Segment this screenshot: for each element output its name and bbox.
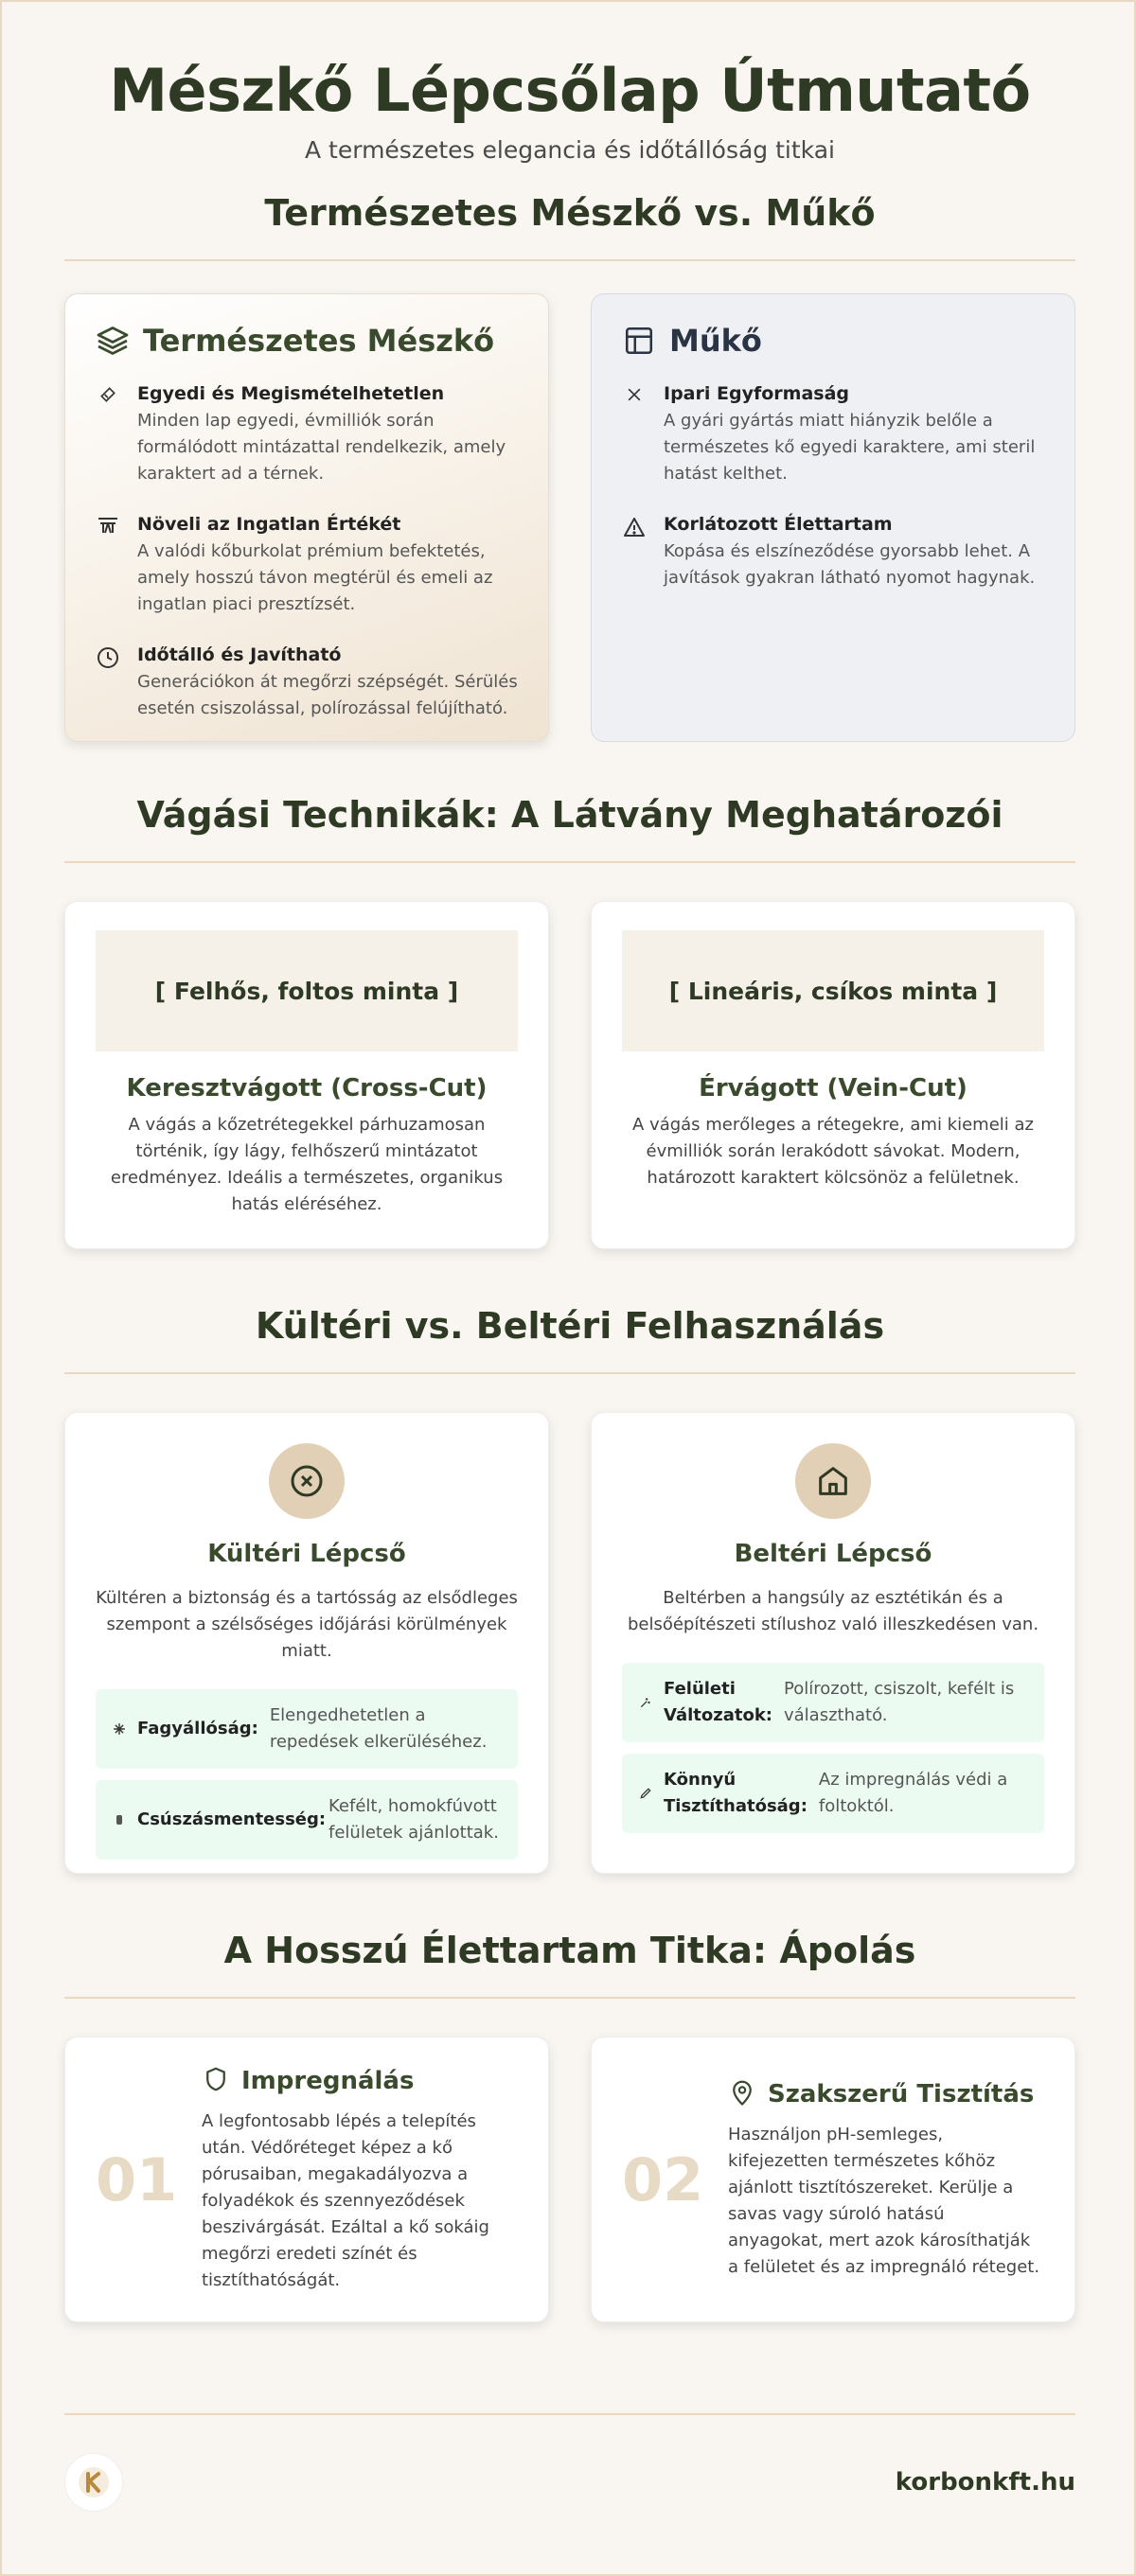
step-number: 02 xyxy=(622,2144,704,2214)
feature-title: Időtálló és Javítható xyxy=(137,644,342,665)
care-title: A Hosszú Élettartam Titka: Ápolás xyxy=(64,1929,1075,1999)
property-chip xyxy=(96,1780,518,1860)
cross-cut-card xyxy=(64,901,549,1249)
gem-icon xyxy=(96,383,120,487)
pencil-icon xyxy=(639,1787,652,1800)
feature-item xyxy=(622,383,1044,487)
care-item-title: Impregnálás xyxy=(241,2067,415,2095)
cutting-title: Vágási Technikák: A Látvány Meghatározói xyxy=(64,793,1075,863)
artificial-stone-title: Műkő xyxy=(669,323,762,359)
care-item-text: Használjon pH-semleges, kifejezetten természetes kőhöz ajánlott tisztítószereket. Kerülje a savas vagy súroló hatású anyagokat, mert azok károsíthatják a felületet és az impregnáló réteget. xyxy=(728,2125,1040,2277)
feature-item xyxy=(96,383,518,487)
clock-icon xyxy=(96,644,120,722)
page-title: Mészkő Lépcsőlap Útmutató xyxy=(109,56,1031,125)
feature-title: Ipari Egyformaság xyxy=(664,383,849,404)
shield-icon xyxy=(202,2065,230,2097)
feature-title: Egyedi és Megismételhetetlen xyxy=(137,383,445,404)
feature-item xyxy=(622,514,1044,591)
cutting-section xyxy=(64,793,1075,1249)
feature-item xyxy=(96,644,518,722)
property-value: Elengedhetetlen a repedések elkerüléséhez. xyxy=(269,1705,488,1752)
cut-title: Keresztvágott (Cross-Cut) xyxy=(126,1074,488,1103)
feature-item xyxy=(96,514,518,618)
company-logo[interactable] xyxy=(64,2453,123,2512)
landmark-icon xyxy=(96,514,120,618)
sparkle-icon xyxy=(639,1696,652,1709)
property-value: Polírozott, csiszolt, kefélt is választható. xyxy=(784,1679,1015,1725)
usage-title: Kültéri vs. Beltéri Felhasználás xyxy=(64,1304,1075,1374)
outdoor-title: Kültéri Lépcső xyxy=(207,1540,406,1568)
feature-text: Minden lap egyedi, évmilliók során formálódott mintázattal rendelkezik, amely karaktert ad a térnek. xyxy=(137,411,506,484)
feature-text: Generációkon át megőrzi szépségét. Sérülés esetén csiszolással, polírozással felújítható. xyxy=(137,672,518,718)
property-chip xyxy=(622,1754,1044,1833)
feature-text: A valódi kőburkolat prémium befektetés, amely hosszú távon megtérül és emeli az ingatlan piaci presztízsét. xyxy=(137,541,493,614)
footprint-icon xyxy=(113,1813,126,1826)
page-subtitle: A természetes elegancia és időtállóság titkai xyxy=(305,136,835,164)
indoor-title: Beltéri Lépcső xyxy=(734,1540,932,1568)
care-item-text: A legfontosabb lépés a telepítés után. Védőréteget képez a kő pórusaiban, megakadályozva a folyadékok és szennyeződések beszivárgását. Ezáltal a kő sokáig megőrzi eredeti színét és tisztíthatóságát. xyxy=(202,2111,489,2290)
warning-icon xyxy=(622,514,647,591)
property-key: Csúszásmentesség: xyxy=(137,1809,327,1829)
natural-stone-title: Természetes Mészkő xyxy=(143,323,495,359)
cut-text: A vágás merőleges a rétegekre, ami kiemeli az évmilliók során lerakódott sávokat. Modern, határozott karaktert kölcsönöz a felületnek. xyxy=(632,1115,1034,1188)
natural-stone-card xyxy=(64,293,549,742)
feature-text: A gyári gyártás miatt hiányzik belőle a természetes kő egyedi karaktere, ami steril hatást kelthet. xyxy=(664,411,1036,484)
property-value: Az impregnálás védi a foltoktól. xyxy=(818,1770,1008,1816)
property-key: Könnyű Tisztíthatóság: xyxy=(664,1770,808,1816)
feature-title: Növeli az Ingatlan Értékét xyxy=(137,514,401,535)
hero xyxy=(64,2,1075,191)
comparison-section xyxy=(64,191,1075,742)
outdoor-card xyxy=(64,1412,549,1874)
care-item-title: Szakszerű Tisztítás xyxy=(768,2080,1035,2108)
cut-text: A vágás a kőzetrétegekkel párhuzamosan történik, így lágy, felhőszerű mintázatot eredményez. Ideális a természetes, organikus hatás eléréséhez. xyxy=(110,1115,504,1214)
indoor-text: Beltérben a hangsúly az esztétikán és a belsőépítészeti stílushoz való illeszkedésen van. xyxy=(627,1588,1039,1634)
property-chip xyxy=(96,1689,518,1769)
care-section xyxy=(64,1929,1075,2322)
website-link[interactable]: korbonkft.hu xyxy=(895,2468,1075,2497)
pattern-swatch: [ Felhős, foltos minta ] xyxy=(96,930,518,1051)
footer xyxy=(64,2413,1075,2512)
circle-x-icon xyxy=(269,1443,345,1519)
property-value: Kefélt, homokfúvott felületek ajánlottak. xyxy=(328,1796,499,1843)
usage-section xyxy=(64,1304,1075,1874)
care-card xyxy=(591,2037,1075,2322)
outdoor-text: Kültéren a biztonság és a tartósság az elsődleges szempont a szélsőséges időjárási körülmények miatt. xyxy=(96,1588,518,1661)
feature-text: Kopása és elszíneződése gyorsabb lehet. A javítások gyakran látható nyomot hagynak. xyxy=(664,541,1036,588)
care-card xyxy=(64,2037,549,2322)
home-icon xyxy=(795,1443,871,1519)
property-chip xyxy=(622,1663,1044,1742)
location-icon xyxy=(728,2078,756,2110)
feature-title: Korlátozott Élettartam xyxy=(664,514,893,535)
layout-icon xyxy=(622,324,656,358)
cut-title: Érvágott (Vein-Cut) xyxy=(699,1074,967,1103)
vein-cut-card xyxy=(591,901,1075,1249)
artificial-stone-card xyxy=(591,293,1075,742)
comparison-title: Természetes Mészkő vs. Műkő xyxy=(64,191,1075,261)
pattern-swatch: [ Lineáris, csíkos minta ] xyxy=(622,930,1044,1051)
snowflake-icon xyxy=(113,1722,126,1736)
indoor-card xyxy=(591,1412,1075,1874)
x-icon xyxy=(622,383,647,487)
property-key: Fagyállóság: xyxy=(137,1719,258,1738)
step-number: 01 xyxy=(96,2144,178,2214)
page xyxy=(2,2,1136,2512)
layers-icon xyxy=(96,324,130,358)
property-key: Felületi Változatok: xyxy=(664,1679,772,1725)
